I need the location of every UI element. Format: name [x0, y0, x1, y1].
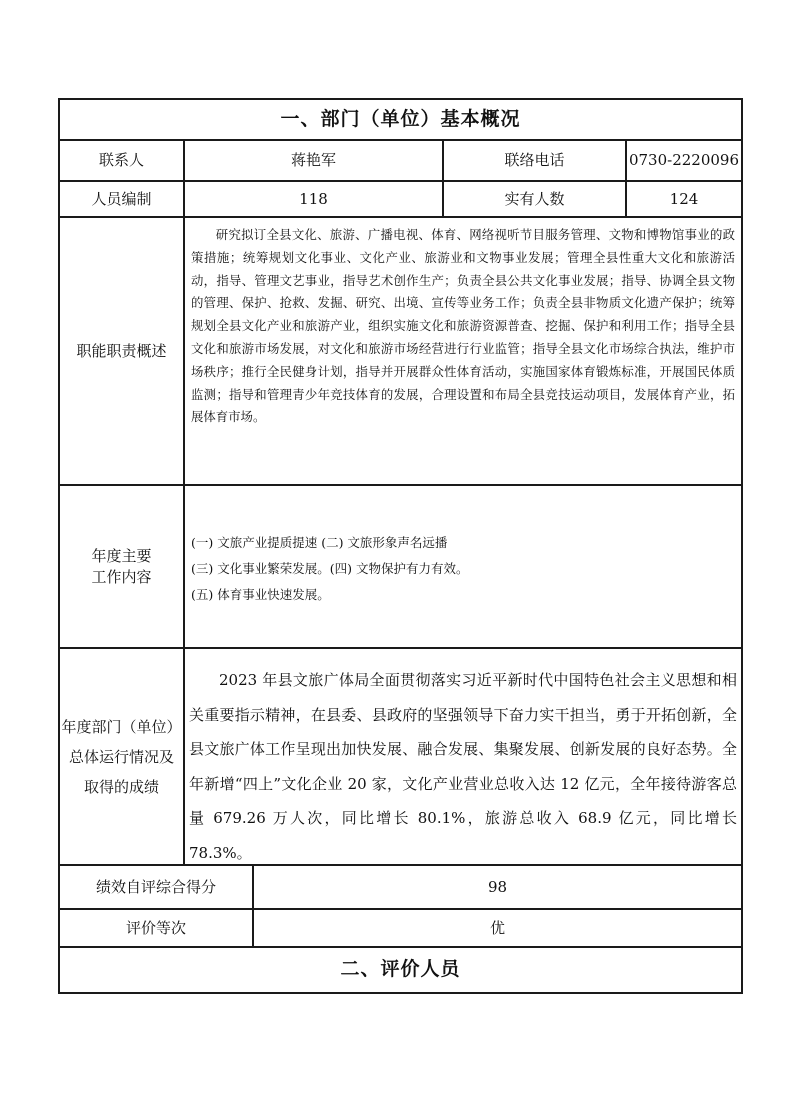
contact-label: 联系人 — [98, 151, 144, 170]
tasks-list — [191, 530, 735, 608]
score-label: 绩效自评综合得分 — [95, 877, 216, 896]
tasks-label-line1: 年度主要 — [91, 547, 152, 566]
duties-label: 职能职责概述 — [76, 341, 167, 360]
task-item: (三) 文化事业繁荣发展。(四) 文物保护有力有效。 — [191, 561, 469, 576]
summary-label-line2: 总体运行情况及 — [68, 747, 174, 766]
task-item: (五) 体育事业快速发展。 — [191, 587, 330, 602]
section1-title: 一、部门（单位）基本概况 — [280, 107, 521, 130]
phone-label: 联络电话 — [504, 151, 565, 170]
grade-label: 评价等次 — [125, 918, 186, 937]
tasks-label — [60, 486, 183, 647]
summary-label — [60, 649, 183, 864]
contact-value: 蒋艳军 — [290, 151, 336, 170]
section2-title: 二、评价人员 — [340, 958, 461, 981]
border-right — [741, 98, 743, 994]
task-item: (一) 文旅产业提质提速 (二) 文旅形象声名远播 — [191, 535, 448, 550]
col-divider — [183, 139, 185, 864]
summary-text: 2023 年县文旅广体局全面贯彻落实习近平新时代中国特色社会主义思想和相关重要指示精神，在县委、县政府的坚强领导下奋力实干担当，勇于开拓创新，全县文旅广体工作呈现出加快发展、融合发展、集聚发展、创新发展的良好态势。全年新增“四上”文化企业 20 家，文化产业营业总收入达 12 亿元，全年接待游客总量 679.26 万人次，同比增长 80.1%，旅游总收入 68.9 亿元，同比增长 78.3%。 — [189, 671, 737, 862]
summary-label-line1: 年度部门（单位） — [61, 717, 182, 736]
tasks-label-line2: 工作内容 — [91, 567, 152, 586]
staff-quota-value: 118 — [299, 189, 328, 208]
summary-label-line3: 取得的成绩 — [83, 777, 159, 796]
staff-quota-label: 人员编制 — [91, 189, 152, 208]
row-divider — [58, 992, 743, 994]
staff-actual-value: 124 — [669, 189, 699, 208]
score-value: 98 — [487, 877, 508, 896]
phone-value: 0730-2220096 — [628, 151, 740, 170]
grade-value: 优 — [489, 918, 505, 937]
duties-text: 研究拟订全县文化、旅游、广播电视、体育、网络视听节目服务管理、文物和博物馆事业的政策措施；统筹规划文化事业、文化产业、旅游业和文物事业发展；管理全县性重大文化和旅游活动，指导、管理文艺事业，指导艺术创作生产；负责全县公共文化事业发展；指导、协调全县文物的管理、保护、抢救、发掘、研究、出境、宣传等业务工作；负责全县非物质文化遗产保护；统筹规划全县文化产业和旅游产业，组织实施文化和旅游资源普查、挖掘、保护和利用工作；指导全县文化和旅游市场发展，对文化和旅游市场经营进行行业监管；指导全县文化市场综合执法，维护市场秩序；推行全民健身计划，指导并开展群众性体育活动，实施国家体育锻炼标准，开展国民体质监测；指导和管理青少年竞技体育的发展，合理设置和布局全县竞技运动项目，发展体育产业，拓展体育市场。 — [191, 227, 735, 425]
staff-actual-label: 实有人数 — [504, 189, 565, 208]
